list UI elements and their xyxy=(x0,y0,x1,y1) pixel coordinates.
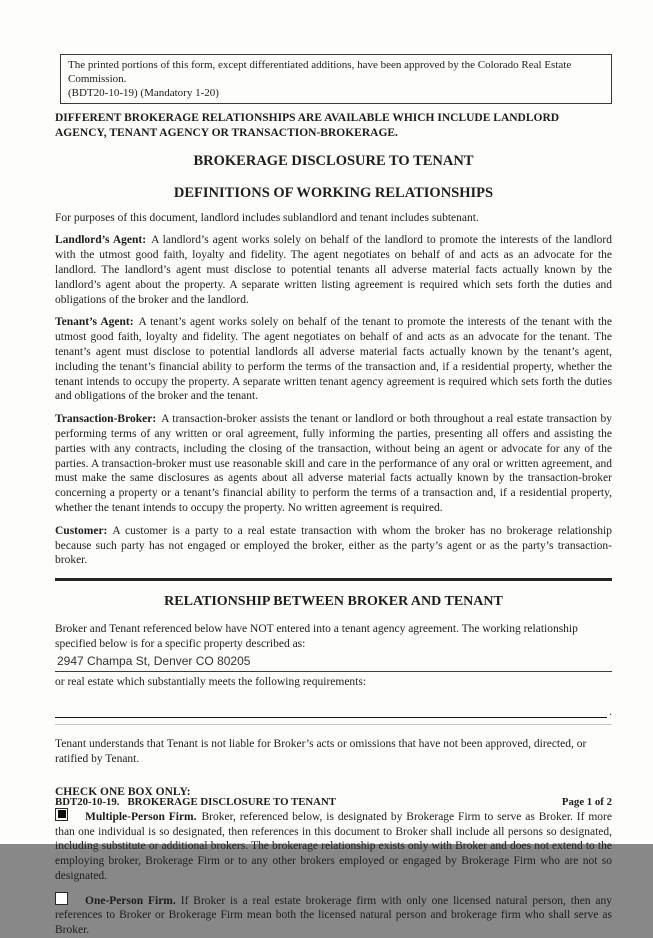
definition-text: A tenant’s agent works solely on behalf of the tenant to promote the interests of the tenant with the utmost good faith, loyalty and fidelity. The agent negotiates on behalf of and acts as an advocate for the tenant. The tenant’s agent must disclose to potential landlords all adverse material facts actually known by the tenant’s agent, including the tenant’s financial ability to perform the terms of the transaction and, if a residential property, whether the tenant intends to occupy the property. A separate written tenant agency agreement is required which sets forth the duties and obligations of the broker and the tenant. xyxy=(55,316,612,403)
definition-transaction-broker xyxy=(55,412,612,516)
term-transaction-broker: Transaction-Broker: xyxy=(55,413,157,426)
one-person-firm-checkbox[interactable] xyxy=(55,892,68,905)
page-footer xyxy=(55,795,612,810)
tenant-liability-paragraph: Tenant understands that Tenant is not liable for Broker’s acts or omissions that have not been approved, directed, or ratified by Tenant. xyxy=(55,738,587,766)
definition-text: A transaction-broker assists the tenant or landlord or both throughout a real estate transaction by performing terms of any written or oral agreement, fully informing the parties, presenting all offers and assisting the parties with any contracts, including the closing of the transaction, without being an agent or advocate for any of the parties. A transaction-broker must use reasonable skill and care in the performance of any oral or written agreement, and must make the same disclosures as agents about all adverse material facts actually known by the transaction-broker concerning a property or a tenant’s financial ability to perform the terms of a transaction and, if a residential property, whether the tenant intends to occupy the property. No written agreement is required. xyxy=(55,413,612,514)
term-landlords-agent: Landlord’s Agent: xyxy=(55,234,147,247)
approval-box xyxy=(60,54,612,104)
page-title: BROKERAGE DISCLOSURE TO TENANT xyxy=(193,152,474,169)
checkbox-checked-fill-icon xyxy=(58,810,66,818)
definition-landlords-agent xyxy=(55,233,612,307)
option-multiple-person-firm xyxy=(55,808,612,884)
definition-tenants-agent xyxy=(55,315,612,404)
footer-form-code: BDT20-10-19. xyxy=(55,796,120,808)
light-divider xyxy=(55,724,612,725)
approval-text-line2: (BDT20-10-19) (Mandatory 1-20) xyxy=(68,87,219,99)
term-customer: Customer: xyxy=(55,524,108,537)
term-multiple-person-firm: Multiple-Person Firm. xyxy=(85,810,197,823)
option-one-person-firm xyxy=(55,892,612,938)
alt-requirements-label: or real estate which substantially meets the following requirements: xyxy=(55,675,367,688)
definition-customer xyxy=(55,524,612,568)
footer-form-title xyxy=(55,795,336,810)
check-one-box-heading: CHECK ONE BOX ONLY: xyxy=(55,785,191,798)
relationship-section-title: RELATIONSHIP BETWEEN BROKER AND TENANT xyxy=(164,594,503,610)
requirements-blank-field[interactable] xyxy=(55,704,612,718)
intro-paragraph: For purposes of this document, landlord includes sublandlord and tenant includes subtenant. xyxy=(55,211,479,224)
blank-fill-line[interactable] xyxy=(55,705,607,718)
option-text: If Broker is a real estate brokerage firm with only one licensed natural person, then any references to Broker or Brokerage Firm mean both the licensed natural person and brokerage firm who shall serve as Broker. xyxy=(55,894,612,937)
brokerage-relationships-notice: DIFFERENT BROKERAGE RELATIONSHIPS ARE AVAILABLE WHICH INCLUDE LANDLORD AGENCY, TENANT AGENCY OR TRANSACTION-BROKERAGE. xyxy=(55,112,560,139)
line-end-period: . xyxy=(609,706,612,719)
definitions-title: DEFINITIONS OF WORKING RELATIONSHIPS xyxy=(173,184,494,201)
property-address-value: 2947 Champa St, Denver CO 80205 xyxy=(57,653,251,668)
footer-page-number: Page 1 of 2 xyxy=(561,796,612,808)
approval-text-line1: The printed portions of this form, except differentiated additions, have been approved by the Colorado Real Estate Commission. xyxy=(68,59,572,85)
term-one-person-firm: One-Person Firm. xyxy=(85,894,176,907)
section-divider xyxy=(55,578,612,581)
relationship-paragraph: Broker and Tenant referenced below have NOT entered into a tenant agency agreement. The working relationship specified below is for a specific property described as: xyxy=(55,623,578,650)
term-tenants-agent: Tenant’s Agent: xyxy=(55,316,134,329)
definition-text: A customer is a party to a real estate transaction with whom the broker has no brokerage relationship because such party has not engaged or employed the broker, either as the party’s agent or as the party’s transaction-broker. xyxy=(55,524,612,567)
definition-text: A landlord’s agent works solely on behalf of the landlord to promote the interests of the landlord with the utmost good faith, loyalty and fidelity. The agent negotiates on behalf of and acts as an advocate for the landlord. The landlord’s agent must disclose to potential tenants all adverse material facts actually known by the landlord’s agent about the property. A separate written listing agreement is required which sets forth the duties and obligations of the broker and the landlord. xyxy=(55,234,612,306)
option-text: Broker, referenced below, is designated by Brokerage Firm to serve as Broker. If more than one individual is so designated, then references in this document to Broker shall include all persons so designated, including substitute or additional brokers. The brokerage relationship exists only with Broker and does not extend to the employing broker, Brokerage Firm or to any other brokers employed or engaged by Brokerage Firm who are not so designated. xyxy=(55,810,612,882)
footer-form-name: BROKERAGE DISCLOSURE TO TENANT xyxy=(127,796,336,808)
property-address-field[interactable] xyxy=(55,654,612,672)
